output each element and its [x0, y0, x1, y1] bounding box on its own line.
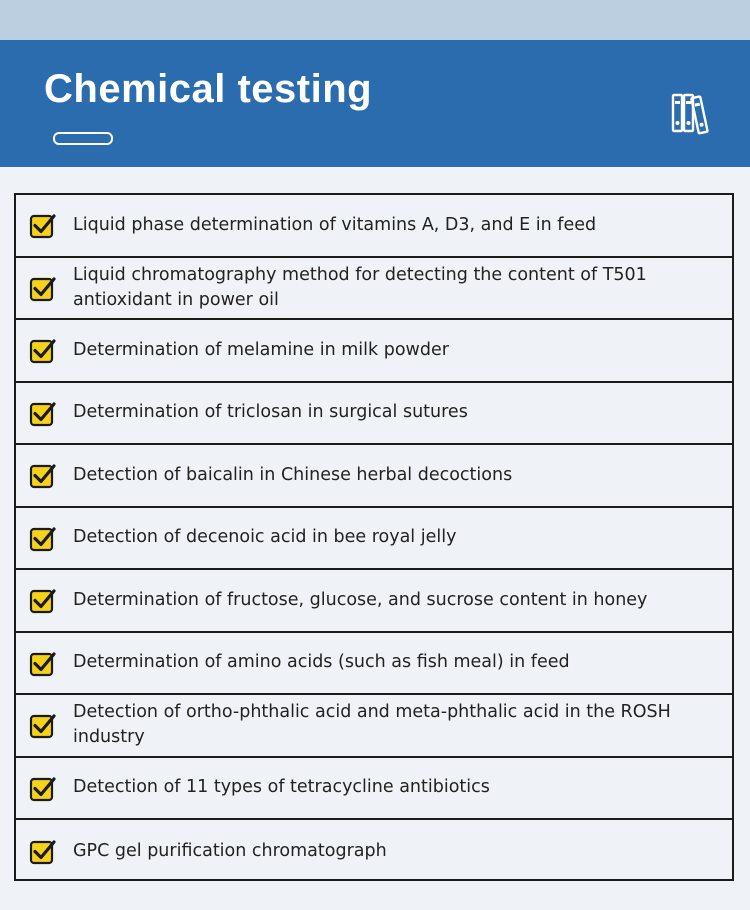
list-item-label: Determination of fructose, glucose, and sucrose content in honey [73, 589, 648, 610]
header-banner [0, 40, 750, 167]
list-item [16, 508, 732, 571]
checkbox-checked-icon [29, 650, 57, 678]
list-item [16, 383, 732, 446]
top-strip [0, 0, 750, 40]
list-item [16, 320, 732, 383]
list-item-label: Liquid chromatography method for detecting the content of T501 antioxidant in power oil [73, 264, 647, 310]
list-item-label: Detection of baicalin in Chinese herbal decoctions [73, 464, 513, 485]
list-item [16, 195, 732, 258]
list-item [16, 820, 732, 883]
checkbox-checked-icon [29, 212, 57, 240]
list-item [16, 695, 732, 758]
binders-icon [671, 93, 715, 135]
checkbox-checked-icon [29, 337, 57, 365]
checkbox-checked-icon [29, 775, 57, 803]
checkbox-checked-icon [29, 587, 57, 615]
list-item-label: Detection of ortho-phthalic acid and meta-phthalic acid in the ROSH industry [73, 702, 671, 748]
page-title: Chemical testing [44, 67, 373, 111]
checkbox-checked-icon [29, 275, 57, 303]
list-item-label: Detection of decenoic acid in bee royal jelly [73, 527, 457, 548]
list-item [16, 633, 732, 696]
list-item [16, 758, 732, 821]
list-item [16, 445, 732, 508]
list-item-label: GPC gel purification chromatograph [73, 840, 387, 861]
list-item-label: Detection of 11 types of tetracycline antibiotics [73, 777, 490, 798]
testing-list [14, 193, 734, 881]
checkbox-checked-icon [29, 712, 57, 740]
list-item-label: Determination of amino acids (such as fish meal) in feed [73, 652, 570, 673]
list-item-label: Determination of triclosan in surgical sutures [73, 402, 468, 423]
list-item [16, 570, 732, 633]
title-underline-decoration [53, 132, 113, 145]
list-item-label: Liquid phase determination of vitamins A, D3, and E in feed [73, 214, 597, 235]
checkbox-checked-icon [29, 838, 57, 866]
checkbox-checked-icon [29, 400, 57, 428]
list-item-label: Determination of melamine in milk powder [73, 339, 449, 360]
checkbox-checked-icon [29, 462, 57, 490]
list-item [16, 258, 732, 321]
checkbox-checked-icon [29, 525, 57, 553]
